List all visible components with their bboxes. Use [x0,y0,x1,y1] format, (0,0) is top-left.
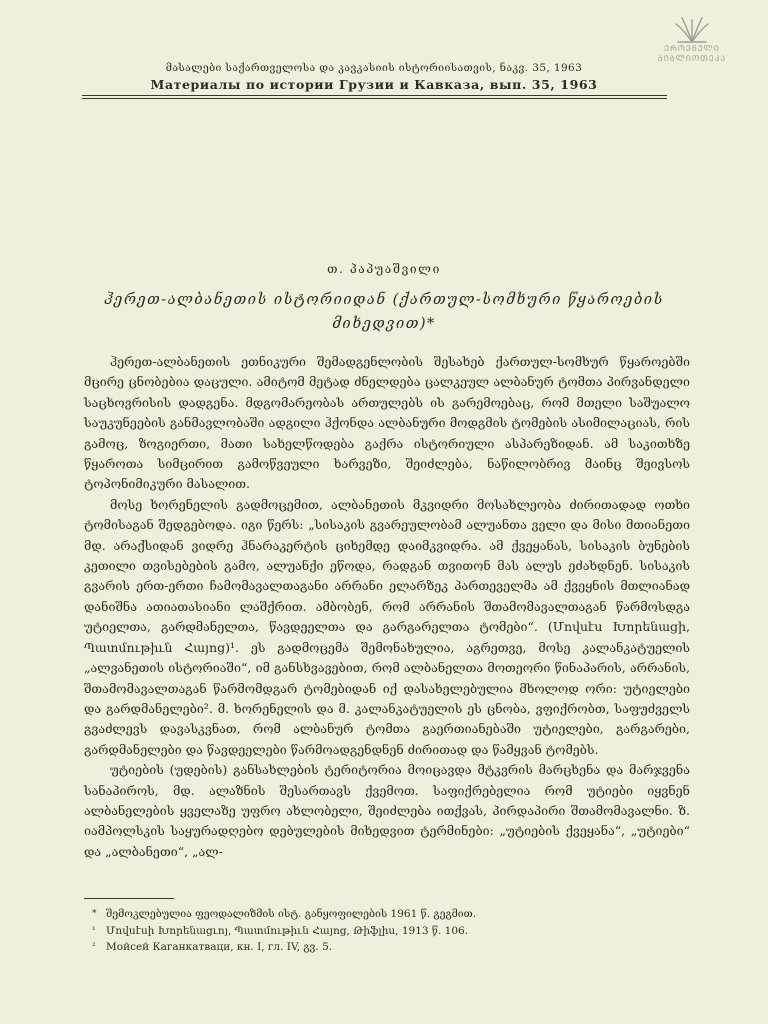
header-georgian: მასალები საქართველოსა და კავკასიის ისტორიისათვის, ნაკვ. 35, 1963 [165,62,583,74]
paragraph: ჰერეთ-ალბანეთის ეთნიკური შემადგენლობის შესახებ ქართულ-სომხურ წყაროებში მცირე ცნობებია დაცული. ამიტომ მეტად ძნელდება ცალკეულ ალბანურ ტომთა პირვანდელი საცხოვრისის დადგენა. მდგომარეობას ართულებს ის გარემოებაც, რომ მთელი საშუალო საუკუნეების განმავლობაში ადგილი ჰქონდა ალბანური მოდგმის ტომების ასიმილაციას, რის გამოც, ზოგიერთი, მათი სახელწოდება გაქრა ისტორიული ასპარეზიდან. ამ საკითხზე წყაროთა სიმცირით გამოწვეული ხარვეზი, შეიძლება, ნაწილობრივ მაინც შეივსოს ტოპონიმიკური მასალით. [84,354,690,492]
library-emblem-icon [672,14,712,44]
footnote-text: Մովսէսի Խորենացւոյ, Պատմութիւն Հայոց, Թիֆլիս, 1913 წ. 106. [106,924,469,937]
header-rule-bottom [82,98,667,99]
footnote [84,923,684,940]
footnote [84,906,684,923]
journal-header [82,60,666,94]
logo-text-bottom: ᲑᲘᲑᲚᲘᲝᲗᲔᲙᲐ [657,54,727,63]
footnote-text: Мойсей Каганкатваци, кн. I, гл. IV, გვ. 5. [106,941,333,953]
header-russian: Материалы по истории Грузии и Кавказа, вып. 35, 1963 [150,77,598,92]
footnote-mark: ¹ [92,925,96,936]
footnote [84,939,684,956]
footnote-text: შემოკლებულია ფეოდალიზმის ისტ. განყოფილების 1961 წ. გეგმით. [106,908,477,920]
author-name: თ. პაპუაშვილი [327,262,441,276]
header-rule-top [82,95,667,96]
paragraph: მოსე ხორენელის გადმოცემით, ალბანეთის მკვიდრი მოსახლეობა ძირითადად ოთხი ტომისაგან შედგებოდა. იგი წერს: „სისაკის გვარეულობამ ალუანთა ველი და მისი მთიანეთი მდ. არაქსიდან ვიდრე ჰნარაკერტის ციხემდე დაიმკვიდრა. ამ ქვეყანას, სისაკის ბუნების კეთილი თვისებების გამო, ალუანქი ეწოდა, რადგან თვითონ მას ალუს ეძახდნენ. სისაკის გვარის ერთ-ერთი ჩამომავალთაგანი არრანი ელარზეკ პართეველმა ამ ქვეყნის მთლიანად დანიშნა ათიათასიანი ლაშქრით. ამბობენ, რომ არრანის შთამომავალთაგან წარმოსდგა უტიელთა, გარდმანელთა, წავდეელთა და გარგარელთა ტომები“. (Մովսէս Խորենացի, Պատմութիւն Հայոց)¹. ეს გადმოცემა შემონახულია, აგრეთვე, მოსე კალანკატუელის „ალვანეთის ისტორიაში“, იმ განსხვავებით, რომ ალბანელთა მოთეორი წინაპარის, არრანის, შთამომავალთაგან წარმომდგარ ტომებიდან იქ დასახელებულია მხოლოდ ორი: უტიელები და გარდმანელები². მ. ხორენელის და მ. კალანკატუელის ეს ცნობა, ვფიქრობთ, საფუძველს გვაძლევს დავასკვნათ, რომ ალბანურ ტომთა გაერთიანებაში უტიელები, გარგარები, გარდმანელები და წავდეელები წარმოადგენდნენ ძირითად და წამყვან ტომებს. [84,496,690,757]
article-body [84,352,690,862]
footnote-mark: ² [92,942,96,952]
paragraph: უტიების (უდების) განსახლების ტერიტორია მოიცავდა მტკვრის მარცხენა და მარჯვენა სანაპიროს, მდ. ალაზნის შესართავს ქვემოთ. საფიქრებელია რომ უტიები იყვნენ ალბანელების ყველაზე უფრო ახლობელი, შეიძლება ითქვას, პირდაპირი შთამომავალნი. ზ. იამპოლსკის საყურადღებო დებულების მიხედვით ტერმინები: „უტიების ქვეყანა“, „უტიები“ და „ალბანეთი“, „ალ- [84,762,690,859]
footnotes [84,906,684,956]
article-title: ჰერეთ-ალბანეთის ისტორიიდან (ქართულ-სომხური წყაროების მიხედვით)* [104,292,664,332]
footnote-mark: * [92,909,97,919]
logo-text-top: ᲔᲠᲝᲕᲜᲣᲚᲘ [664,44,720,53]
footnote-separator [84,898,174,899]
